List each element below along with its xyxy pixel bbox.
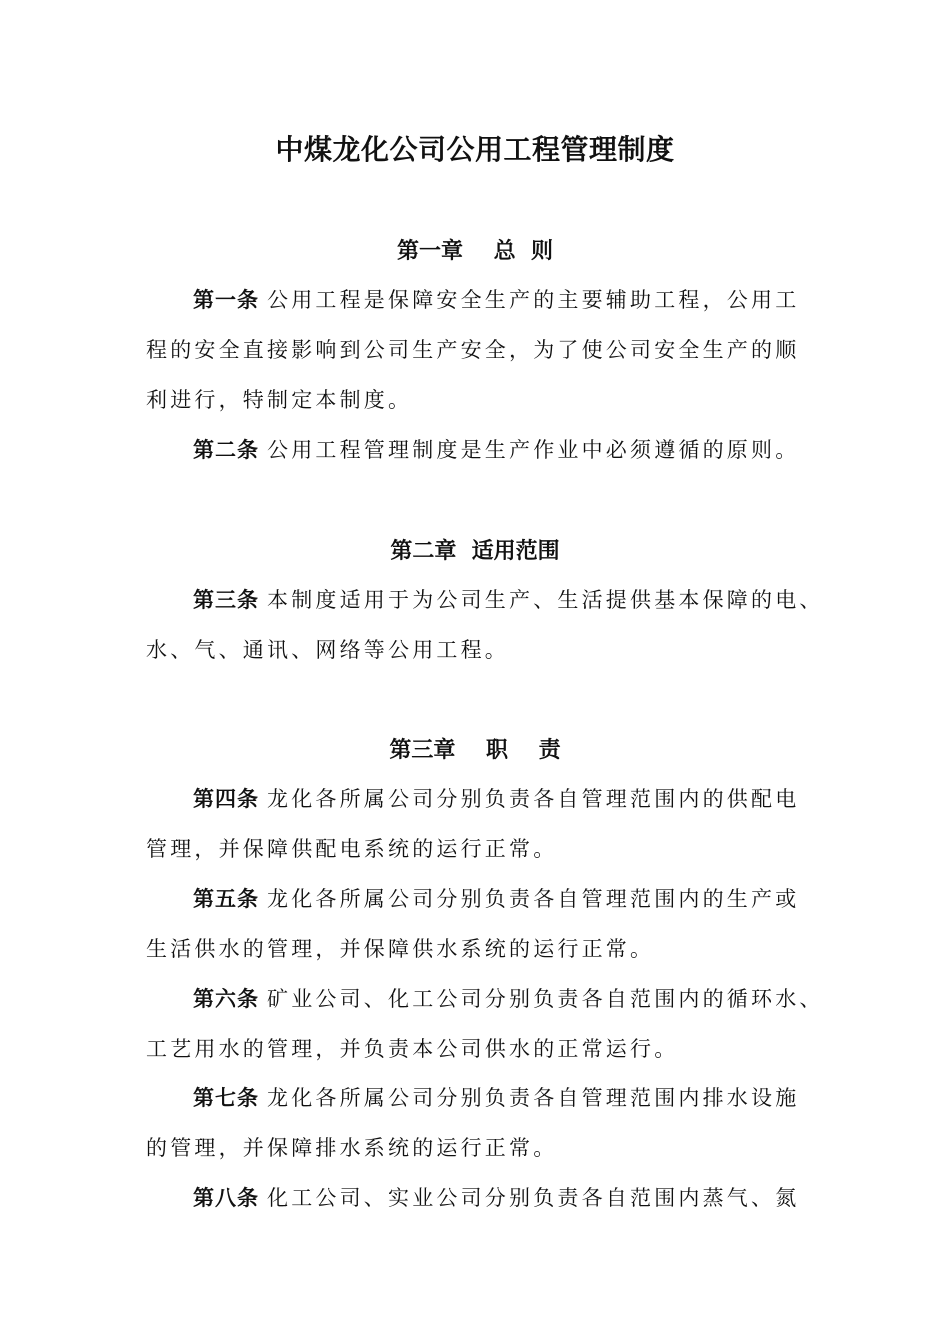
article-7-line-1 xyxy=(193,1082,799,1112)
article-1-line-1 xyxy=(193,284,799,314)
chapter-3-heading: 第三章 职 责 xyxy=(389,738,561,763)
article-8-line-1 xyxy=(193,1182,799,1212)
article-8-text: 化工公司、实业公司分别负责各自范围内蒸气、氮 xyxy=(267,1186,800,1210)
article-2-label: 第二条 xyxy=(193,438,259,462)
article-1-line-3: 利进行，特制定本制度。 xyxy=(146,388,413,412)
chapter-2-heading: 第二章 适用范围 xyxy=(390,539,560,564)
chapter-1-heading: 第一章 总 则 xyxy=(397,239,553,264)
article-8-label: 第八条 xyxy=(193,1186,259,1210)
article-6-text: 矿业公司、化工公司分别负责各自范围内的循环水、 xyxy=(267,987,824,1011)
article-1-label: 第一条 xyxy=(193,288,259,312)
article-4-line-2: 管理，并保障供配电系统的运行正常。 xyxy=(146,837,558,861)
article-5-line-1 xyxy=(193,883,799,913)
article-5-text: 龙化各所属公司分别负责各自管理范围内的生产或 xyxy=(267,887,800,911)
article-1-text: 公用工程是保障安全生产的主要辅助工程，公用工 xyxy=(267,288,800,312)
article-5-line-2: 生活供水的管理，并保障供水系统的运行正常。 xyxy=(146,937,655,961)
article-7-text: 龙化各所属公司分别负责各自管理范围内排水设施 xyxy=(267,1086,800,1110)
article-7-label: 第七条 xyxy=(193,1086,259,1110)
article-2-text: 公用工程管理制度是生产作业中必须遵循的原则。 xyxy=(267,438,800,462)
article-7-line-2: 的管理，并保障排水系统的运行正常。 xyxy=(146,1136,558,1160)
article-4-label: 第四条 xyxy=(193,787,259,811)
article-6-line-1 xyxy=(193,983,824,1013)
article-3-line-1 xyxy=(193,584,824,614)
article-4-line-1 xyxy=(193,783,799,813)
article-6-line-2: 工艺用水的管理，并负责本公司供水的正常运行。 xyxy=(146,1037,679,1061)
article-1-line-2: 程的安全直接影响到公司生产安全，为了使公司安全生产的顺 xyxy=(146,338,800,362)
article-4-text: 龙化各所属公司分别负责各自管理范围内的供配电 xyxy=(267,787,800,811)
article-6-label: 第六条 xyxy=(193,987,259,1011)
article-5-label: 第五条 xyxy=(193,887,259,911)
article-2-line-1 xyxy=(193,434,799,464)
article-3-label: 第三条 xyxy=(193,588,259,612)
article-3-text: 本制度适用于为公司生产、生活提供基本保障的电、 xyxy=(267,588,824,612)
document-title: 中煤龙化公司公用工程管理制度 xyxy=(275,133,675,166)
article-3-line-2: 水、气、通讯、网络等公用工程。 xyxy=(146,638,509,662)
